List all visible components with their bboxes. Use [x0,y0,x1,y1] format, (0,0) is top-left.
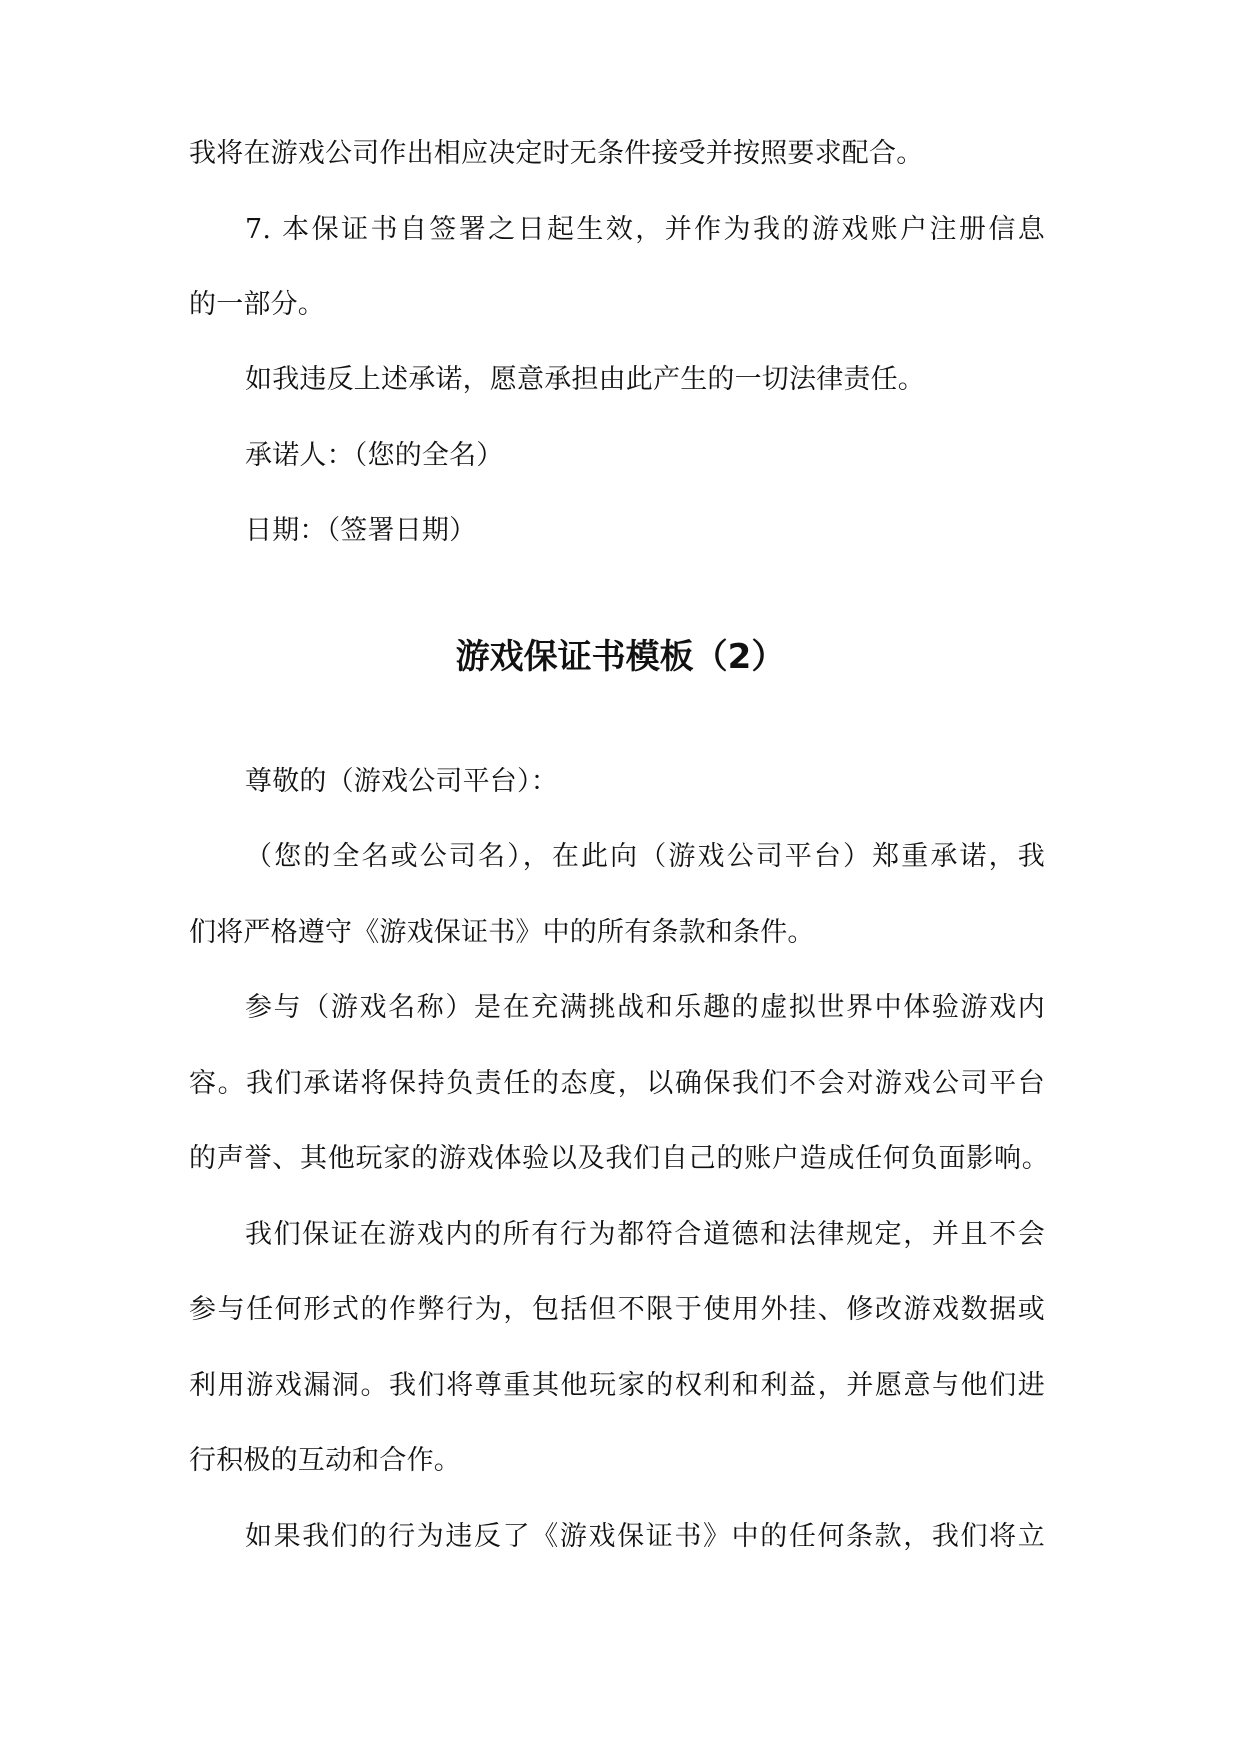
paragraph3-line4: 行积极的互动和合作。 [189,1445,461,1476]
section2-title: 游戏保证书模板（2） [455,637,786,677]
paragraph1-line2: 们将严格遵守《游戏保证书》中的所有条款和条件。 [189,917,815,948]
promisor-line: 承诺人：（您的全名） [245,440,504,471]
liability-statement: 如我违反上述承诺，愿意承担由此产生的一切法律责任。 [245,364,925,395]
section1-continuation-line: 我将在游戏公司作出相应决定时无条件接受并按照要求配合。 [189,138,924,169]
paragraph2-line1: 参与（游戏名称）是在充满挑战和乐趣的虚拟世界中体验游戏内 [245,992,1045,1023]
item7-line1: 7. 本保证书自签署之日起生效，并作为我的游戏账户注册信息 [245,214,1045,245]
paragraph3-line2: 参与任何形式的作弊行为，包括但不限于使用外挂、修改游戏数据或 [189,1294,1045,1325]
paragraph2-line2: 容。我们承诺将保持负责任的态度，以确保我们不会对游戏公司平台 [189,1068,1045,1099]
paragraph2-line3: 的声誉、其他玩家的游戏体验以及我们自己的账户造成任何负面影响。 [189,1143,1049,1174]
paragraph4-line1: 如果我们的行为违反了《游戏保证书》中的任何条款，我们将立 [245,1521,1045,1552]
paragraph3-line3: 利用游戏漏洞。我们将尊重其他玩家的权利和利益，并愿意与他们进 [189,1370,1045,1401]
paragraph3-line1: 我们保证在游戏内的所有行为都符合道德和法律规定，并且不会 [245,1219,1045,1250]
item7-line2: 的一部分。 [189,289,325,320]
salutation-line: 尊敬的（游戏公司平台）： [245,766,558,797]
date-line: 日期：（签署日期） [245,515,477,546]
paragraph1-line1: （您的全名或公司名），在此向（游戏公司平台）郑重承诺，我 [245,841,1045,872]
